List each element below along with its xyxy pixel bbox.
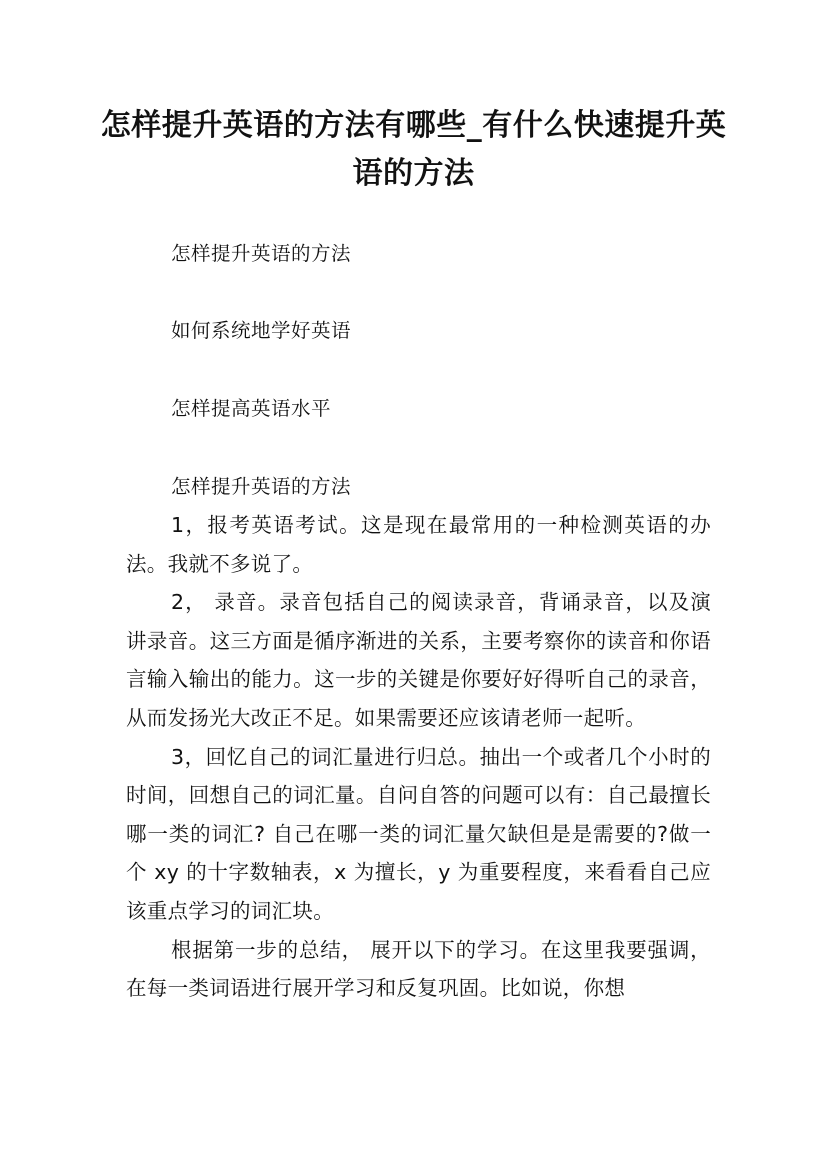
- paragraph-3: 3，回忆自己的词汇量进行归总。抽出一个或者几个小时的时间，回想自己的词汇量。自问自答的问题可以有：自己最擅长哪一类的词汇? 自己在哪一类的词汇量欠缺但是是需要的?做一个 xy 的十字数轴表，x 为擅长，y 为重要程度，来看看自己应该重点学习的词汇块。: [126, 744, 711, 923]
- paragraph-2: 2， 录音。录音包括自己的阅读录音，背诵录音，以及演讲录音。这三方面是循序渐进的关系，主要考察你的读音和你语言输入输出的能力。这一步的关键是你要好好得听自己的录音，从而发扬光大改正不足。如果需要还应该请老师一起听。: [126, 590, 711, 730]
- document-title: 怎样提升英语的方法有哪些_有什么快速提升英语的方法: [100, 108, 727, 191]
- section-heading: 怎样提升英语的方法: [171, 475, 352, 498]
- toc-item-3: 怎样提高英语水平: [171, 397, 332, 420]
- toc-item-2: 如何系统地学好英语: [171, 319, 352, 342]
- paragraph-1: 1，报考英语考试。这是现在最常用的一种检测英语的办法。我就不多说了。: [126, 513, 711, 576]
- paragraph-4: 根据第一步的总结， 展开以下的学习。在这里我要强调，在每一类词语进行展开学习和反复巩固。比如说，你想: [126, 937, 711, 1001]
- body-content: [126, 506, 711, 1008]
- toc-item-1: 怎样提升英语的方法: [171, 242, 352, 265]
